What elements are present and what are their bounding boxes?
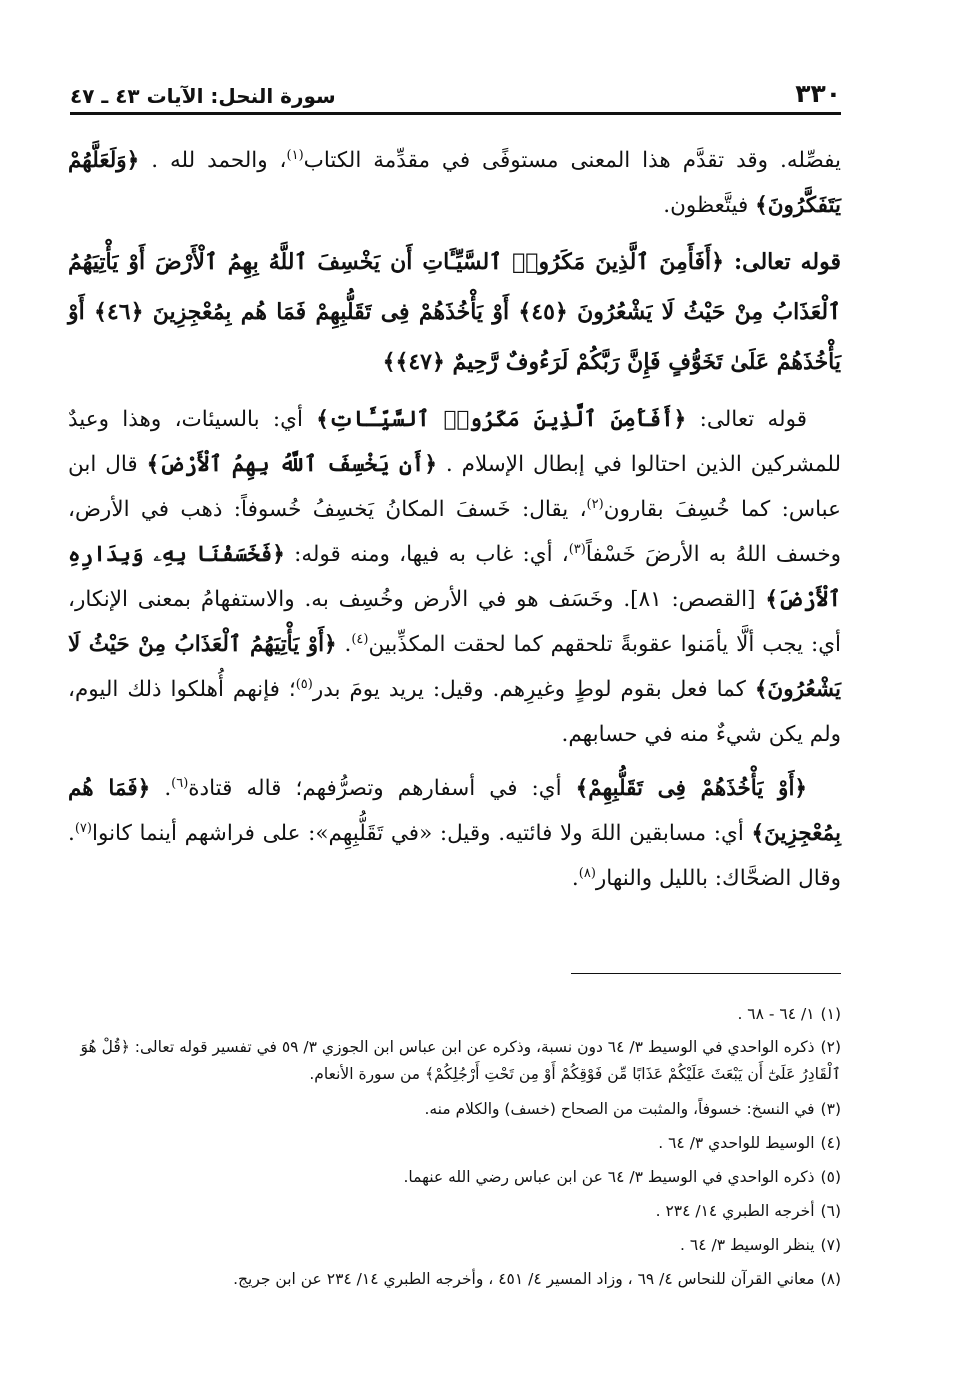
text-segment: ، يقال: خَسفَ المكانُ يَخسِفُ خُسوفاً: ذهب في الأرض، وخسف اللهُ به الأرضَ خَسْفاً <box>68 497 841 567</box>
paragraph-1 <box>68 138 841 228</box>
text-segment: قوله تعالى: <box>699 407 807 432</box>
main-text <box>68 138 841 910</box>
footnote-number: (٧) <box>820 1236 841 1254</box>
footnote-ref: (٥) <box>295 676 313 692</box>
footnote-text: الوسيط للواحدي ٣/ ٦٤ . <box>658 1134 815 1152</box>
footnote-separator <box>571 973 841 974</box>
quran-quote: ﴿وَلَعَلَّهُمْ يَتَفَكَّرُونَ﴾ <box>68 148 841 218</box>
footnote <box>80 1262 841 1296</box>
footnote-text: ١/ ٦٤ - ٦٨ . <box>737 1005 815 1023</box>
text-segment: فيتَّعظون. <box>663 193 749 218</box>
footnote-number: (٤) <box>820 1134 841 1152</box>
footnote-number: (٦) <box>820 1202 841 1220</box>
text-segment: أي: مسابقين اللهَ ولا فائتيه. وقيل: «في تَقَلُّبِهِم»: على فراشهم أينما كانوا <box>91 821 744 846</box>
text-segment: ، أي: غاب به فيها، ومنه قوله: <box>294 542 569 567</box>
footnote-text: أخرجه الطبري ١٤/ ٢٣٤ . <box>655 1202 815 1220</box>
text-segment: [القصص: ٨١]. وخَسَف هو في الأرض وخُسِف به. والاستفهامُ بمعنى الإنكار، أي: يجب ألَّا يأمَنوا عقوبةً تلحقهم كما لحقت المكذِّبين <box>68 587 841 657</box>
footnote-number: (٨) <box>820 1270 841 1288</box>
footnote-ref: (٦) <box>171 775 189 791</box>
footnote <box>80 1160 841 1194</box>
verse-block <box>68 237 841 387</box>
quran-quote: ﴿أَفَأَمِنَ ٱلَّذِينَ مَكَرُوا۟ ٱلسَّيِّـَٔاتِ﴾ <box>316 407 687 432</box>
quran-quote: ﴿أَوْ يَأْتِيَهُمُ ٱلْعَذَابُ مِنْ حَيْثُ لَا يَشْعُرُونَ﴾ <box>68 632 841 702</box>
footnote <box>80 997 841 1031</box>
verse-heading: قوله تعالى: <box>734 249 842 275</box>
text-segment: أي: في أسفارهم وتصرُّفهم؛ قاله قتادة <box>188 776 562 801</box>
footnote-ref: (٨) <box>578 865 596 881</box>
footnote-number: (٥) <box>820 1168 841 1186</box>
footnote-text: في النسخ: خسوفاً، والمثبت من الصحاح (خسف) والكلام منه. <box>424 1100 815 1118</box>
footnote <box>80 1034 841 1088</box>
footnote-ref: (٤) <box>351 631 369 647</box>
surah-title: سورة النحل: الآيات ٤٣ ـ ٤٧ <box>70 84 336 108</box>
footnote-text: ينظر الوسيط ٣/ ٦٤ . <box>680 1236 815 1254</box>
text-segment: كما فعل بقوم لوطٍ وغيرِهم. وقيل: يريد يومَ بدر <box>312 677 746 702</box>
paragraph-2 <box>68 397 841 757</box>
footnote-text: معاني القرآن للنحاس ٤/ ٦٩ ، وزاد المسير ٤/ ٤٥١ ، وأخرجه الطبري ١٤/ ٢٣٤ عن ابن جريج. <box>233 1270 815 1288</box>
quran-quote: ﴿أَوْ يَأْخُذَهُمْ فِى تَقَلُّبِهِمْ﴾ <box>575 776 808 801</box>
footnote-text: ذكره الواحدي في الوسيط ٣/ ٦٤ دون نسبة، وذكره عن ابن عباس ابن الجوزي ٣/ ٥٩ في تفسير قوله تعالى: ﴿قُلْ هُوَ ٱلْقَادِرُ عَلَىٰٓ أَن يَبْعَثَ عَلَيْكُمْ عَذَابًا مِّن فَوْقِكُمْ أَوْ مِن تَحْتِ أَرْجُلِكُمْ﴾ من سورة الأنعام. <box>80 1038 841 1083</box>
quran-quote: ﴿فَخَسَفْنَا بِهِۦ وَبِدَارِهِ ٱلْأَرْضَ﴾ <box>68 542 842 612</box>
text-segment: أي: بالسيئات، وهذا وعيدٌ للمشركين الذين احتالوا في إبطال الإسلام . <box>68 407 841 477</box>
text-segment: . <box>571 866 579 891</box>
footnote-number: (٣) <box>820 1100 841 1118</box>
footnote-ref: (٧) <box>74 820 92 836</box>
text-segment: ، والحمد لله . <box>151 148 287 173</box>
footnote <box>80 1092 841 1126</box>
text-segment: يفصِّله. وقد تقدَّم هذا المعنى مستوفًى في مقدِّمة الكتاب <box>303 148 841 173</box>
page-number: ٣٣٠ <box>795 79 841 108</box>
footnote-ref: (٣) <box>568 541 586 557</box>
text-segment: قال ابن عباس: كما خُسِفَ بقارون <box>68 452 841 522</box>
footnote-ref: (١) <box>286 147 304 163</box>
quran-quote: ﴿أَن يَخْسِفَ ٱللَّهُ بِهِمُ ٱلْأَرْضَ﴾ <box>146 452 437 477</box>
text-segment: ؛ فإنهم أُهلكوا ذلك اليوم، ولم يكن شيءٌ منه في حسابهم. <box>68 677 841 747</box>
text-segment: . وقال الضحَّاك: بالليل والنهار <box>68 821 841 891</box>
text-segment: . <box>164 776 172 801</box>
page-header <box>70 72 841 115</box>
footnote-text: ذكره الواحدي في الوسيط ٣/ ٦٤ عن ابن عباس رضي الله عنهما. <box>403 1168 815 1186</box>
paragraph-3 <box>68 766 841 901</box>
verse-text: ﴿أَفَأَمِنَ ٱلَّذِينَ مَكَرُوا۟ ٱلسَّيِّـَٔاتِ أَن يَخْسِفَ ٱللَّهُ بِهِمُ ٱلْأَرْضَ أَوْ يَأْتِيَهُمُ ٱلْعَذَابُ مِنْ حَيْثُ لَا يَشْعُرُونَ ﴿٤٥﴾ أَوْ يَأْخُذَهُمْ فِى تَقَلُّبِهِمْ فَمَا هُم بِمُعْجِزِينَ ﴿٤٦﴾ أَوْ يَأْخُذَهُمْ عَلَىٰ تَخَوُّفٍ فَإِنَّ رَبَّكُمْ لَرَءُوفٌ رَّحِيمٌ ﴿٤٧﴾﴾ <box>68 249 841 375</box>
text-segment: . <box>344 632 352 657</box>
footnotes <box>80 997 841 1296</box>
footnote <box>80 1126 841 1160</box>
footnote <box>80 1194 841 1228</box>
quran-quote: ﴿فَمَا هُم بِمُعْجِزِينَ﴾ <box>68 776 841 846</box>
footnote-number: (٢) <box>820 1038 841 1056</box>
footnote-ref: (٢) <box>586 496 604 512</box>
footnote <box>80 1228 841 1262</box>
footnote-number: (١) <box>820 1005 841 1023</box>
